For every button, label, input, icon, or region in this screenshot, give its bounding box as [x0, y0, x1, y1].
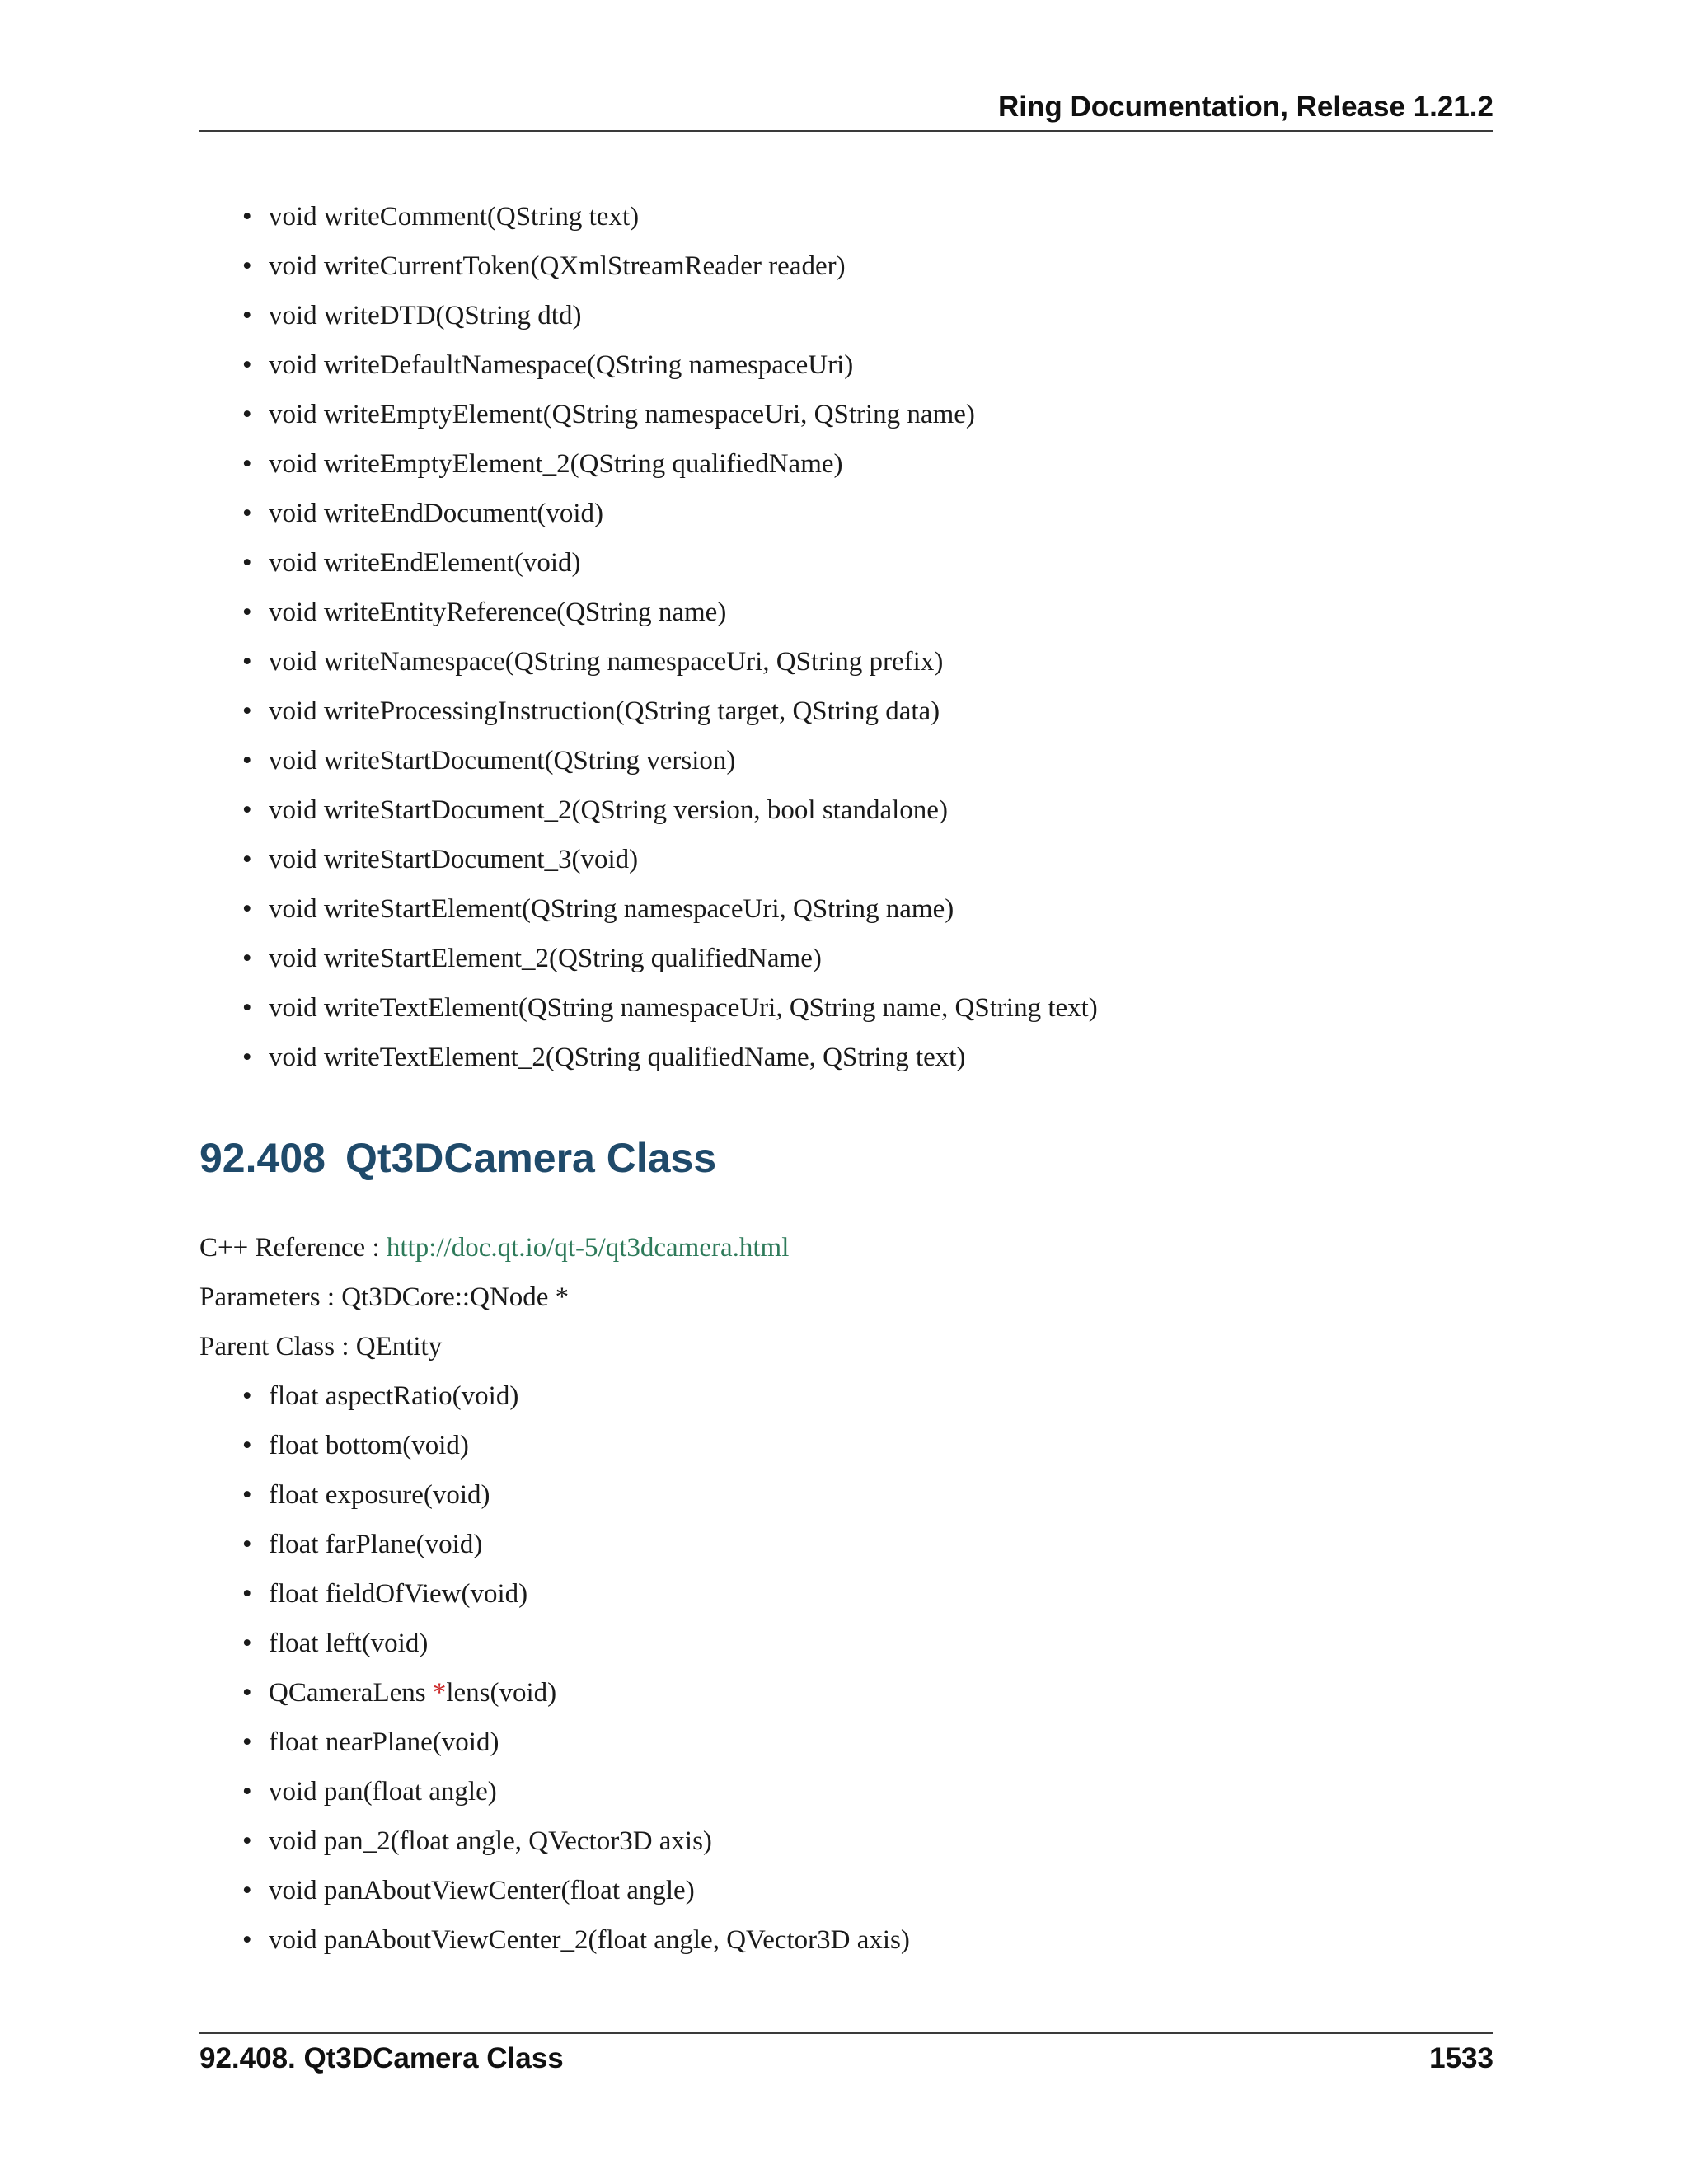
- list-item: • void writeNamespace(QString namespaceUri, QString prefix): [199, 637, 1493, 687]
- list-item: • void writeProcessingInstruction(QString target, QString data): [199, 687, 1493, 736]
- lens-prefix: QCameraLens: [269, 1678, 433, 1708]
- list-item: • float exposure(void): [199, 1470, 1493, 1520]
- list-item: • void writeTextElement_2(QString qualifiedName, QString text): [199, 1033, 1493, 1082]
- list-item: • void writeStartDocument_3(void): [199, 835, 1493, 884]
- list-item: • float nearPlane(void): [199, 1718, 1493, 1767]
- list-item: • float left(void): [199, 1619, 1493, 1668]
- section-title: Qt3DCamera Class: [345, 1135, 717, 1181]
- list-item: • void writeEntityReference(QString name): [199, 588, 1493, 637]
- list-item: • void writeStartElement_2(QString qualifiedName): [199, 934, 1493, 983]
- cpp-reference-link[interactable]: http://doc.qt.io/qt-5/qt3dcamera.html: [386, 1233, 790, 1263]
- section-heading: [199, 1134, 716, 1182]
- list-item: • void writeEndElement(void): [199, 538, 1493, 588]
- list-item: • void writeEmptyElement(QString namespaceUri, QString name): [199, 390, 1493, 439]
- parameters-label: Parameters :: [199, 1282, 342, 1312]
- list-item: • void writeDefaultNamespace(QString namespaceUri): [199, 340, 1493, 390]
- list-item-lens: [199, 1668, 1493, 1718]
- pointer-star: *: [432, 1678, 447, 1708]
- list-item: • void writeEndDocument(void): [199, 489, 1493, 538]
- page-header: [199, 89, 1493, 132]
- parent-class-label: Parent Class :: [199, 1332, 356, 1361]
- list-item: • float aspectRatio(void): [199, 1371, 1493, 1421]
- cpp-reference-line: [199, 1223, 789, 1272]
- cpp-reference-label: C++ Reference :: [199, 1233, 387, 1263]
- list-item: • void writeStartDocument(QString version): [199, 736, 1493, 785]
- list-item: • void writeComment(QString text): [199, 192, 1493, 241]
- list-item: • void writeEmptyElement_2(QString qualifiedName): [199, 439, 1493, 489]
- section-number: 92.408: [199, 1135, 326, 1181]
- footer-section-title: 92.408. Qt3DCamera Class: [199, 2042, 564, 2074]
- running-title: Ring Documentation, Release 1.21.2: [997, 91, 1493, 123]
- list-item: • void writeTextElement(QString namespaceUri, QString name, QString text): [199, 983, 1493, 1033]
- list-item: • void writeStartDocument_2(QString version, bool standalone): [199, 785, 1493, 835]
- method-list-bottom: [199, 1371, 1493, 1965]
- list-item: • void writeDTD(QString dtd): [199, 291, 1493, 340]
- list-item: • float fieldOfView(void): [199, 1569, 1493, 1619]
- list-item: • void writeStartElement(QString namespaceUri, QString name): [199, 884, 1493, 934]
- list-item: • float bottom(void): [199, 1421, 1493, 1470]
- list-item: • void writeCurrentToken(QXmlStreamReader reader): [199, 241, 1493, 291]
- parameters-value: Qt3DCore::QNode *: [341, 1282, 570, 1312]
- page-number: 1533: [1429, 2042, 1493, 2074]
- lens-suffix: lens(void): [446, 1678, 557, 1708]
- list-item: • void panAboutViewCenter(float angle): [199, 1866, 1493, 1915]
- list-item: • void pan(float angle): [199, 1767, 1493, 1816]
- parameters-line: [199, 1272, 569, 1322]
- parent-class-value: QEntity: [355, 1332, 443, 1361]
- method-list-top: [199, 192, 1493, 1082]
- list-item: • void panAboutViewCenter_2(float angle, QVector3D axis): [199, 1915, 1493, 1965]
- list-item: • float farPlane(void): [199, 1520, 1493, 1569]
- list-item: • void pan_2(float angle, QVector3D axis): [199, 1816, 1493, 1866]
- parent-class-line: [199, 1322, 442, 1371]
- page-footer: [199, 2032, 1493, 2082]
